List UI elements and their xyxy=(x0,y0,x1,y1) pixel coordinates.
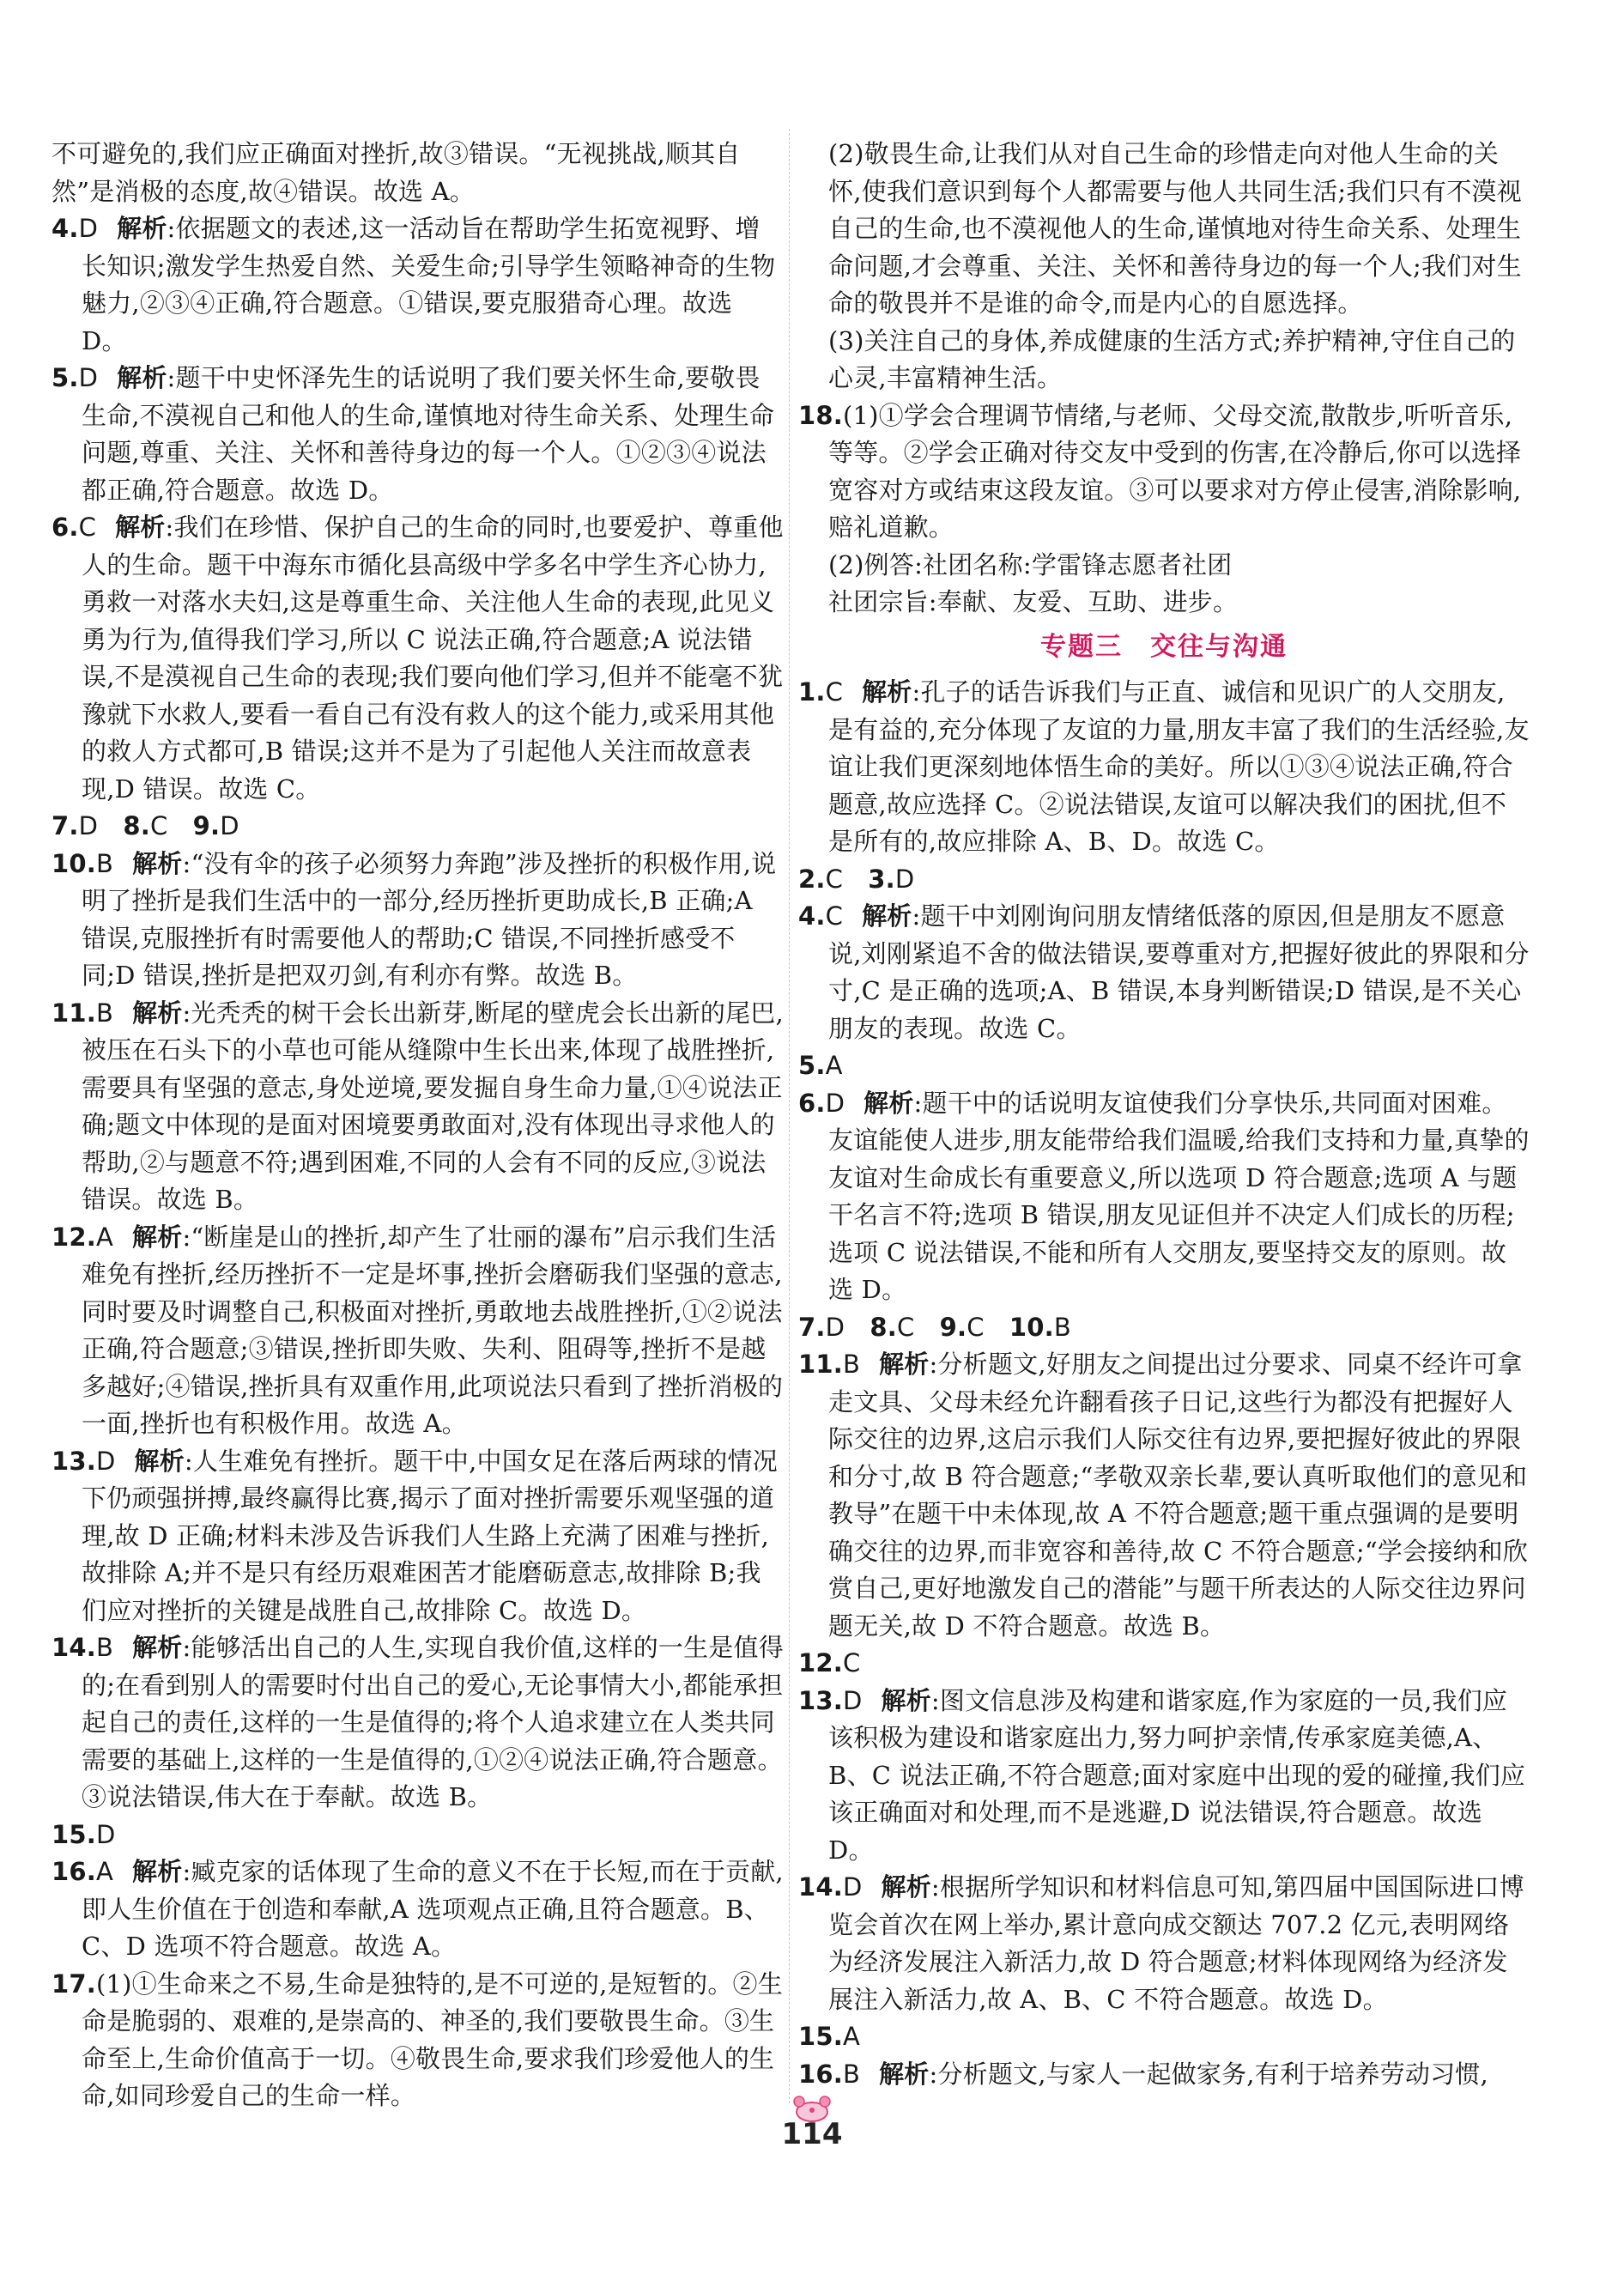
question-number: 2. xyxy=(798,864,826,894)
right-column-bottom xyxy=(798,674,1530,2093)
question-number: 17. xyxy=(52,1969,96,1999)
answer-item xyxy=(52,1443,784,1630)
analysis-label: 解析 xyxy=(117,363,167,392)
answer-choice: D xyxy=(78,811,99,840)
analysis-text: (1)①学会合理调节情绪,与老师、父母交流,散散步,听听音乐,等等。②学会正确对待交友中受到的伤害,在冷静后,你可以选择宽容对方或结束这段友谊。③可以要求对方停止侵害,消除影响,赔礼道歉。 xyxy=(828,400,1522,542)
answer-choice: B xyxy=(842,2059,861,2089)
answer-choice: D xyxy=(842,1685,863,1715)
analysis-text: :题干中的话说明友谊使我们分享快乐,共同面对困难。友谊能使人进步,朋友能带给我们温暖,给我们支持和力量,真挚的友谊对生命成长有重要意义,所以选项 D 符合题意;选项 A 与题干名言不符;选项 B 错误,朋友见证但并不决定人们成长的历程;选项 C 说法错误,不能和所有人交朋友,要坚持交友的原则。故选 D。 xyxy=(828,1088,1530,1304)
question-number: 12. xyxy=(798,1648,843,1677)
column-divider xyxy=(789,129,790,2103)
answer-choice: D xyxy=(825,1088,845,1118)
question-number: 11. xyxy=(798,1350,843,1379)
analysis-text: :能够活出自己的人生,实现自我价值,这样的一生是值得的;在看到别人的需要时付出自己的爱心,无论事情大小,都能承担起自己的责任,这样的一生是值得的;将个人追求建立在人类共同需要的基础上,这样的一生是值得的,①②④说法正确,符合题意。③说法错误,伟大在于奉献。故选 B。 xyxy=(82,1633,784,1811)
answer-choice: D xyxy=(95,1446,116,1476)
answer-row xyxy=(52,1817,784,1854)
analysis-text: :臧克家的话体现了生命的意义不在于长短,而在于贡献,即人生价值在于创造和奉献,A 选项观点正确,且符合题意。B、C、D 选项不符合题意。故选 A。 xyxy=(82,1857,784,1961)
question-number: 8. xyxy=(123,811,150,840)
question-number: 16. xyxy=(798,2059,843,2089)
answer-row xyxy=(798,1309,1530,1347)
analysis-text: :根据所学知识和材料信息可知,第四届中国国际进口博览会首次在网上举办,累计意向成交额达 707.2 亿元,表明网络为经济发展注入新活力,故 D 符合题意;材料体现网络为经济发展注入新活力,故 A、B、C 不符合题意。故选 D。 xyxy=(828,1872,1524,2014)
page-number-badge xyxy=(735,2095,889,2163)
answer-choice: A xyxy=(95,1222,114,1252)
analysis-label: 解析 xyxy=(115,513,166,542)
question-number: 16. xyxy=(52,1857,96,1886)
question-number: 6. xyxy=(52,513,79,542)
answer-choice: C xyxy=(149,811,168,840)
answer-choice: C xyxy=(825,901,844,931)
question-number: 3. xyxy=(868,864,895,894)
answer-choice: D xyxy=(825,1312,845,1342)
answer-choice: D xyxy=(78,363,99,392)
question-number: 11. xyxy=(52,998,96,1028)
answer-item xyxy=(52,360,784,509)
answer-choice: A xyxy=(825,1051,843,1080)
analysis-text: (1)①生命来之不易,生命是独特的,是不可逆的,是短暂的。②生命是脆弱的、艰难的,是崇高的、神圣的,我们要敬畏生命。③生命至上,生命价值高于一切。④敬畏生命,要求我们珍爱他人的生命,如同珍爱自己的生命一样。 xyxy=(82,1969,783,2110)
answer-choice: D xyxy=(842,1872,863,1902)
answer-item xyxy=(52,509,784,808)
answer-choice: B xyxy=(842,1350,861,1379)
answer-choice: A xyxy=(95,1857,114,1886)
question-number: 14. xyxy=(798,1872,843,1902)
answer-row xyxy=(798,1047,1530,1085)
answer-choice: D xyxy=(78,214,99,243)
question-number: 6. xyxy=(798,1088,826,1118)
right-column-top xyxy=(798,136,1530,622)
answer-choice: D xyxy=(894,864,915,894)
answer-item xyxy=(798,1869,1530,2018)
question-number: 8. xyxy=(870,1312,897,1342)
analysis-text: :我们在珍惜、保护自己的生命的同时,也要爱护、尊重他人的生命。题干中海东市循化县高级中学多名中学生齐心协力,勇救一对落水夫妇,这是尊重生命、关注他人生命的表现,此见义勇为行为,值得我们学习,所以 C 说法正确,符合题意;A 说法错误,不是漠视自己生命的表现;我们要向他们学习,但并不能毫不犹豫就下水救人,要看一看自己有没有救人的这个能力,或采用其他的救人方式都可,B 错误;这并不是为了引起他人关注而故意表现,D 错误。故选 C。 xyxy=(82,513,784,804)
question-number: 4. xyxy=(798,901,826,931)
question-number: 10. xyxy=(1009,1312,1054,1342)
question-number: 14. xyxy=(52,1633,96,1662)
answer-item xyxy=(52,1853,784,1966)
analysis-text: :依据题文的表述,这一活动旨在帮助学生拓宽视野、增长知识;激发学生热爱自然、关爱生命;引导学生领略神奇的生物魅力,②③④正确,符合题意。①错误,要克服猎奇心理。故选 D。 xyxy=(82,214,776,355)
analysis-label: 解析 xyxy=(862,677,912,707)
page-number: 114 xyxy=(781,2117,843,2151)
answer-item xyxy=(798,1085,1530,1309)
answer-item xyxy=(798,1683,1530,1870)
question-number: 9. xyxy=(939,1312,967,1342)
analysis-text: :光秃秃的树干会长出新芽,断尾的壁虎会长出新的尾巴,被压在石头下的小草也可能从缝隙中生长出来,体现了战胜挫折,需要具有坚强的意志,身处逆境,要发掘自身生命力量,①④说法正确;题文中体现的是面对困境要勇敢面对,没有体现出寻求他人的帮助,②与题意不符;遇到困难,不同的人会有不同的反应,③说法错误。故选 B。 xyxy=(82,998,784,1214)
answer-item xyxy=(52,846,784,995)
answer-item xyxy=(798,898,1530,1047)
question-number: 1. xyxy=(798,677,826,707)
answer-item xyxy=(52,1629,784,1817)
question-number: 7. xyxy=(798,1312,826,1342)
analysis-text: :人生难免有挫折。题干中,中国女足在落后两球的情况下仍顽强拼搏,最终赢得比赛,揭示了面对挫折需要乐观坚强的道理,故 D 正确;材料未涉及告诉我们人生路上充满了困难与挫折,故排除 A;并不是只有经历艰难困苦才能磨砺意志,故排除 B;我们应对挫折的关键是战胜自己,故排除 C。故选 D。 xyxy=(82,1446,778,1625)
analysis-text: :图文信息涉及构建和谐家庭,作为家庭的一员,我们应该积极为建设和谐家庭出力,努力呵护亲情,传承家庭美德,A、B、C 说法正确,不符合题意;面对家庭中出现的爱的碰撞,我们应该正确面对和处理,而不是逃避,D 说法错误,符合题意。故选 D。 xyxy=(828,1685,1526,1865)
analysis-text: :题干中史怀泽先生的话说明了我们要关怀生命,要敬畏生命,不漠视自己和他人的生命,谨慎地对待生命关系、处理生命问题,尊重、关注、关怀和善待身边的每一个人。①②③④说法都正确,符合题意。故选 D。 xyxy=(82,363,775,505)
answer-choice: B xyxy=(1053,1312,1071,1342)
answer-choice: D xyxy=(220,811,239,840)
analysis-label: 解析 xyxy=(134,1446,185,1476)
answer-choice: A xyxy=(842,2022,861,2051)
analysis-text: :“断崖是山的挫折,却产生了壮丽的瀑布”启示我们生活难免有挫折,经历挫折不一定是坏事,挫折会磨砺我们坚强的意志,同时要及时调整自己,积极面对挫折,勇敢地去战胜挫折,①②说法正确,符合题意;③错误,挫折即失败、失利、阻碍等,挫折不是越多越好;④错误,挫折具有双重作用,此项说法只看到了挫折消极的一面,挫折也有积极作用。故选 A。 xyxy=(82,1222,784,1438)
analysis-text: :“没有伞的孩子必须努力奔跑”涉及挫折的积极作用,说明了挫折是我们生活中的一部分,经历挫折更助成长,B 正确;A 错误,克服挫折有时需要他人的帮助;C 错误,不同挫折感受不同;D 错误,挫折是把双刃剑,有利亦有弊。故选 B。 xyxy=(82,848,777,990)
question-number: 9. xyxy=(192,811,221,840)
answer-choice: C xyxy=(967,1312,985,1342)
analysis-label: 解析 xyxy=(132,998,183,1028)
answer-row xyxy=(798,2018,1530,2056)
analysis-label: 解析 xyxy=(132,848,183,878)
answer-paragraph: (3)关注自己的身体,养成健康的生活方式;养护精神,守住自己的心灵,丰富精神生活。 xyxy=(828,325,1516,392)
analysis-label: 解析 xyxy=(862,901,912,931)
analysis-text: :孔子的话告诉我们与正直、诚信和见识广的人交朋友,是有益的,充分体现了友谊的力量,朋友丰富了我们的生活经验,友谊让我们更深刻地体悟生命的美好。所以①③④说法正确,符合题意,故应选择 C。②说法错误,友谊可以解决我们的困扰,但不是所有的,故应排除 A、B、D。故选 C。 xyxy=(828,677,1530,856)
analysis-label: 解析 xyxy=(881,1872,931,1902)
question-number: 15. xyxy=(52,1819,96,1849)
answer-choice: B xyxy=(95,1633,114,1662)
answer-choice: B xyxy=(95,848,114,878)
answer-choice: C xyxy=(78,513,97,542)
question-number: 13. xyxy=(52,1446,96,1476)
analysis-label: 解析 xyxy=(881,1685,931,1715)
answer-choice: C xyxy=(842,1648,861,1677)
answer-choice: B xyxy=(95,998,114,1028)
analysis-label: 解析 xyxy=(117,214,167,243)
answer-paragraph: (2)例答:社团名称:学雷锋志愿者社团 xyxy=(828,549,1233,579)
answer-choice: C xyxy=(896,1312,915,1342)
analysis-text: :分析题文,与家人一起做家务,有利于培养劳动习惯, xyxy=(929,2059,1488,2089)
answer-paragraph: 社团宗旨:奉献、友爱、互助、进步。 xyxy=(828,587,1239,616)
answer-choice: C xyxy=(825,864,844,894)
answer-row xyxy=(798,1645,1530,1683)
right-column xyxy=(798,136,1530,2093)
answer-choice: C xyxy=(825,677,844,707)
question-number: 18. xyxy=(798,400,843,430)
analysis-label: 解析 xyxy=(879,1350,930,1379)
answer-item xyxy=(52,1219,784,1443)
answer-item xyxy=(52,1966,784,2115)
analysis-label: 解析 xyxy=(864,1088,914,1118)
analysis-label: 解析 xyxy=(132,1633,183,1662)
question-number: 5. xyxy=(52,363,79,392)
analysis-label: 解析 xyxy=(879,2059,930,2089)
answer-choice: D xyxy=(95,1819,116,1849)
answer-item xyxy=(52,210,784,360)
analysis-label: 解析 xyxy=(132,1857,183,1886)
answer-paragraph: (2)敬畏生命,让我们从对自己生命的珍惜走向对他人生命的关怀,使我们意识到每个人都需要与他人共同生活;我们只有不漠视自己的生命,也不漠视他人的生命,谨慎地对待生命关系、处理生命问题,才会尊重、关注、关怀和善待身边的每一个人;我们对生命的敬畏并不是谁的命令,而是内心的自愿选择。 xyxy=(828,139,1522,318)
question-number: 4. xyxy=(52,214,79,243)
answer-row xyxy=(798,861,1530,899)
question-number: 15. xyxy=(798,2022,843,2051)
answer-row xyxy=(52,808,784,846)
left-column xyxy=(52,136,784,2115)
analysis-label: 解析 xyxy=(132,1222,183,1252)
question-number: 10. xyxy=(52,848,96,878)
section-title: 专题三 交往与沟通 xyxy=(1040,631,1288,662)
question-number: 12. xyxy=(52,1222,96,1252)
answer-item xyxy=(798,1346,1530,1645)
answer-continuation: 不可避免的,我们应正确面对挫折,故③错误。“无视挑战,顺其自然”是消极的态度,故④错误。故选 A。 xyxy=(52,139,741,206)
answer-item xyxy=(798,397,1530,547)
question-number: 13. xyxy=(798,1685,843,1715)
answer-item xyxy=(798,2056,1530,2094)
question-number: 5. xyxy=(798,1051,826,1080)
analysis-text: :题干中刘刚询问朋友情绪低落的原因,但是朋友不愿意说,刘刚紧追不舍的做法错误,要尊重对方,把握好彼此的界限和分寸,C 是正确的选项;A、B 错误,本身判断错误;D 错误,是不关心朋友的表现。故选 C。 xyxy=(828,901,1530,1043)
question-number: 7. xyxy=(52,811,79,840)
analysis-text: :分析题文,好朋友之间提出过分要求、同桌不经许可拿走文具、父母未经允许翻看孩子日记,这些行为都没有把握好人际交往的边界,这启示我们人际交往有边界,要把握好彼此的界限和分寸,故 B 符合题意;“孝敬双亲长辈,要认真听取他们的意见和教导”在题干中未体现,故 A 不符合题意;题干重点强调的是要明确交往的边界,而非宽容和善待,故 C 不符合题意;“学会接纳和欣赏自己,更好地激发自己的潜能”与题干所表达的人际交往边界问题无关,故 D 不符合题意。故选 B。 xyxy=(828,1350,1529,1641)
answer-item xyxy=(52,995,784,1219)
answer-item xyxy=(798,674,1530,861)
